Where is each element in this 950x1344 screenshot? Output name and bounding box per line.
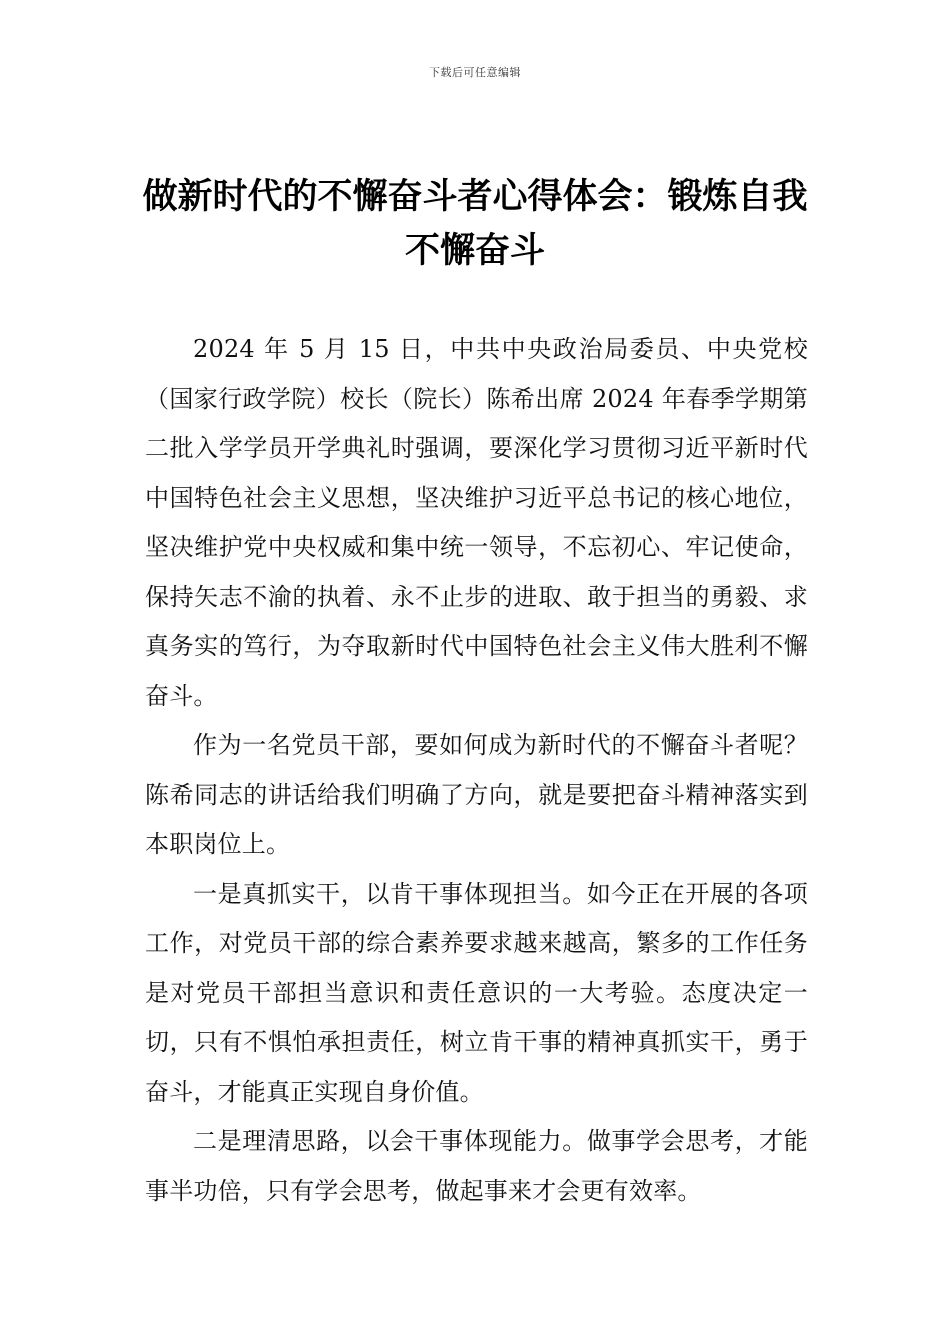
paragraph-4: 二是理清思路，以会干事体现能力。做事学会思考，才能事半功倍，只有学会思考，做起事来才会更有效率。 <box>145 1127 808 1205</box>
header-note: 下载后可任意编辑 <box>429 66 521 79</box>
paragraph-1: 2024 年 5 月 15 日，中共中央政治局委员、中央党校（国家行政学院）校长（院长）陈希出席 2024 年春季学期第二批入学学员开学典礼时强调，要深化学习贯彻习近平新时代中国特色社会主义思想，坚决维护习近平总书记的核心地位，坚决维护党中央权威和集中统一领导，不忘初心、牢记使命，保持矢志不渝的执着、永不止步的进取、敢于担当的勇毅、求真务实的笃行，为夺取新时代中国特色社会主义伟大胜利不懈奋斗。 <box>145 335 808 710</box>
paragraph-2: 作为一名党员干部，要如何成为新时代的不懈奋斗者呢？陈希同志的讲话给我们明确了方向，就是要把奋斗精神落实到本职岗位上。 <box>145 731 808 858</box>
paragraph-3: 一是真抓实干，以肯干事体现担当。如今正在开展的各项工作，对党员干部的综合素养要求越来越高，繁多的工作任务是对党员干部担当意识和责任意识的一大考验。态度决定一切，只有不惧怕承担责任，树立肯干事的精神真抓实干，勇于奋斗，才能真正实现自身价值。 <box>145 879 808 1106</box>
document-title: 做新时代的不懈奋斗者心得体会：锻炼自我不懈奋斗 <box>142 177 808 271</box>
document-body <box>145 325 808 1216</box>
